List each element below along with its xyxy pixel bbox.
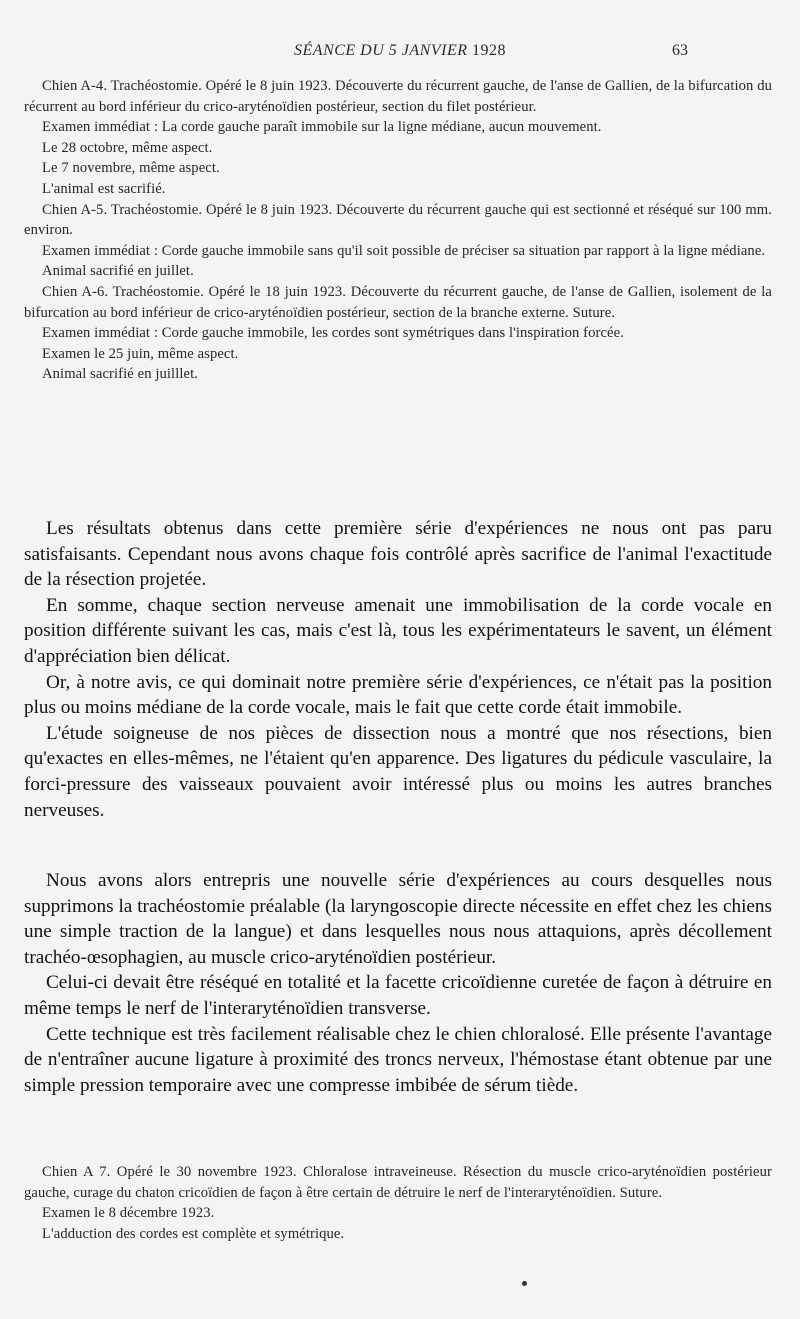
- case-note: L'animal est sacrifié.: [42, 180, 166, 197]
- body-paragraph: Cette technique est très facilement réalisable chez le chien chloralosé. Elle présente l'avantage de n'entraîner aucune ligature à proximité des troncs nerveux, l'hémostase étant obtenue par une simple pression temporaire avec une compresse imbibée de sérum tiède.: [24, 1023, 772, 1096]
- case-note: Animal sacrifié en juillet.: [42, 263, 194, 280]
- discussion-first-series: [24, 516, 772, 823]
- case-note: Examen le 25 juin, même aspect.: [42, 345, 239, 362]
- body-paragraph: Celui-ci devait être réséqué en totalité et la facette cricoïdienne curetée de façon à détruire en même temps le nerf de l'interaryténoïdien transverse.: [24, 972, 772, 1019]
- case-note: Le 28 octobre, même aspect.: [42, 139, 213, 156]
- case-note-a7: Chien A 7. Opéré le 30 novembre 1923. Chloralose intraveineuse. Résection du muscle crico-aryténoïdien postérieur gauche, curage du chaton cricoïdien de façon à être certain de détruire le nerf de l'interaryténoïdien. Suture.: [24, 1164, 772, 1201]
- case-notes-first-series: [24, 76, 772, 385]
- ink-dot: [522, 1281, 527, 1286]
- body-paragraph: Or, à notre avis, ce qui dominait notre première série d'expériences, ce n'était pas la position plus ou moins médiane de la corde vocale, mais le fait que cette corde était immobile.: [24, 671, 772, 719]
- body-paragraph: Nous avons alors entrepris une nouvelle série d'expériences au cours desquelles nous supprimons la trachéostomie préalable (la laryngoscopie directe nécessite en effet chez les chiens une simple traction de la langue) et dans lesquelles nous nous attaquions, après décollement trachéo-œsophagien, au muscle crico-aryténoïdien postérieur.: [24, 870, 772, 968]
- body-paragraph: Les résultats obtenus dans cette première série d'expériences ne nous ont pas paru satisfaisants. Cependant nous avons chaque fois contrôlé après sacrifice de l'animal l'exactitude de la résection projetée.: [24, 518, 772, 591]
- case-note: Le 7 novembre, même aspect.: [42, 160, 220, 177]
- case-note: Examen immédiat : Corde gauche immobile, les cordes sont symétriques dans l'inspiration forcée.: [42, 325, 624, 342]
- body-paragraph: L'étude soigneuse de nos pièces de dissection nous a montré que nos résections, bien qu'exactes en elles-mêmes, ne l'étaient qu'en apparence. Des ligatures du pédicule vasculaire, la forci-pressure des vaisseaux pouvaient avoir intéressé plus ou moins les autres branches nerveuses.: [24, 722, 772, 821]
- body-paragraph: En somme, chaque section nerveuse amenait une immobilisation de la corde vocale en position différente suivant les cas, mais c'est là, tous les expérimentateurs le savent, un élément d'appréciation bien délicat.: [24, 594, 772, 667]
- case-note: Examen le 8 décembre 1923.: [42, 1205, 215, 1222]
- case-notes-second-series: [24, 1162, 772, 1244]
- case-note-a4: Chien A-4. Trachéostomie. Opéré le 8 juin 1923. Découverte du récurrent gauche, de l'anse de Gallien, de la bifurcation du récurrent au bord inférieur du crico-aryténoïdien postérieur, section du filet postérieur.: [24, 78, 772, 115]
- case-note-a5: Chien A-5. Trachéostomie. Opéré le 8 juin 1923. Découverte du récurrent gauche qui est sectionné et réséqué sur 100 mm. environ.: [24, 201, 772, 239]
- case-note-a6: Chien A-6. Trachéostomie. Opéré le 18 juin 1923. Découverte du récurrent gauche, de l'anse de Gallien, isolement de la bifurcation au bord inférieur de crico-aryténoïdien postérieur, section de la branche externe. Suture.: [24, 283, 772, 321]
- session-year: 1928: [471, 42, 506, 59]
- case-note: L'adduction des cordes est complète et symétrique.: [42, 1225, 345, 1242]
- case-note: Animal sacrifié en juilllet.: [42, 366, 198, 383]
- page-number: 63: [672, 42, 688, 59]
- running-header: [0, 42, 800, 66]
- session-title: SÉANCE DU 5 JANVIER: [294, 42, 468, 59]
- discussion-second-series: [24, 868, 772, 1098]
- case-note: Examen immédiat : Corde gauche immobile sans qu'il soit possible de préciser sa situation par rapport à la ligne médiane.: [42, 242, 766, 259]
- case-note: Examen immédiat : La corde gauche paraît immobile sur la ligne médiane, aucun mouvement.: [42, 119, 602, 136]
